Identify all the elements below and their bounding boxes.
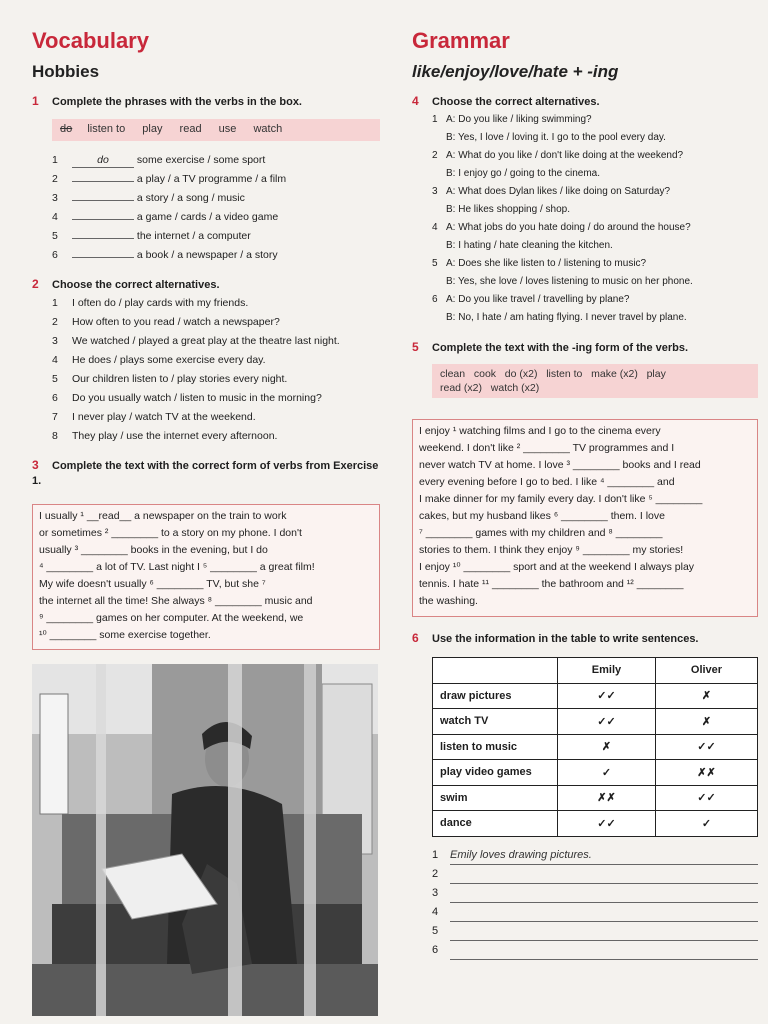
exercise-2-item: 6 Do you usually watch / listen to music in the morning? — [52, 392, 322, 404]
exercise-4-item: B: No, I hate / am hating flying. I never travel by plane. — [446, 312, 687, 323]
emily-mark: ✓✓ — [558, 683, 656, 709]
table-row — [433, 785, 758, 811]
text-line: ¹⁰ ________ some exercise together. — [39, 629, 211, 641]
activity-cell: play video games — [433, 760, 558, 786]
word-box-item: use — [218, 123, 237, 135]
word-box-item: listen to — [87, 123, 126, 135]
text-line: tennis. I hate ¹¹ ________ the bathroom and ¹² ________ — [419, 578, 684, 590]
answer-text: Emily loves drawing pictures. — [450, 849, 592, 861]
answer-number: 6 — [432, 944, 439, 956]
table-row — [433, 760, 758, 786]
activity-cell: swim — [433, 785, 558, 811]
table-header-cell — [433, 658, 558, 684]
exercise-2-instruction: 2 Choose the correct alternatives. — [32, 277, 220, 291]
answer-line[interactable] — [432, 906, 758, 924]
exercise-1-item: 5 the internet / a computer — [52, 230, 251, 242]
emily-mark: ✓ — [558, 760, 656, 786]
exercise-1-instruction: 1 Complete the phrases with the verbs in the box. — [32, 94, 302, 108]
exercise-4-item: B: Yes, I love / loving it. I go to the pool every day. — [446, 132, 666, 143]
exercise-4-item: 5 A: Does she like listen to / listening to music? — [432, 258, 647, 269]
word-box-item: play — [142, 123, 163, 135]
text-line: never watch TV at home. I love ³ ________ books and I read — [419, 459, 701, 471]
exercise-4-item: 2 A: What do you like / don't like doing at the weekend? — [432, 150, 684, 161]
exercise-2-item: 7 I never play / watch TV at the weekend. — [52, 411, 256, 423]
text-line: usually ³ ________ books in the evening, but I do — [39, 544, 268, 556]
emily-mark: ✓✓ — [558, 811, 656, 837]
exercise-2-item: 2 How often to you read / watch a newspaper? — [52, 316, 280, 328]
table-row — [433, 811, 758, 837]
text-line: ⁴ ________ a lot of TV. Last night I ⁵ ________ a great film! — [39, 561, 315, 573]
exercise-4-item: 4 A: What jobs do you hate doing / do around the house? — [432, 222, 691, 233]
answer-number: 5 — [432, 925, 439, 937]
table-header-cell: Oliver — [655, 658, 757, 684]
exercise-2-item: 8 They play / use the internet every afternoon. — [52, 430, 278, 442]
exercise-4-item: 6 A: Do you like travel / travelling by plane? — [432, 294, 630, 305]
exercise-6-instruction: 6 Use the information in the table to write sentences. — [412, 631, 699, 645]
exercise-3-instruction: 3 Complete the text with the correct form of verbs from Exercise 1. — [32, 458, 379, 487]
grammar-subtitle: like/enjoy/love/hate + -ing — [412, 62, 619, 81]
exercise-1-word-box — [52, 119, 380, 141]
answer-line[interactable] — [432, 944, 758, 962]
word-box-line: clean cook do (x2) listen to make (x2) play — [440, 368, 666, 380]
emily-mark: ✗✗ — [558, 785, 656, 811]
exercise-1-item: 1 do some exercise / some sport — [52, 154, 266, 166]
emily-mark: ✗ — [558, 734, 656, 760]
word-box-item: do — [60, 123, 73, 135]
text-line: I make dinner for my family every day. I don't like ⁵ ________ — [419, 493, 703, 505]
table-header-row — [433, 658, 758, 684]
oliver-mark: ✗ — [655, 683, 757, 709]
vocabulary-title: Vocabulary — [32, 28, 149, 53]
exercise-4-instruction: 4 Choose the correct alternatives. — [412, 94, 600, 108]
answer-line[interactable] — [432, 887, 758, 905]
exercise-2-item: 3 We watched / played a great play at the theatre last night. — [52, 335, 340, 347]
text-line: My wife doesn't usually ⁶ ________ TV, but she ⁷ — [39, 578, 266, 590]
activity-cell: dance — [433, 811, 558, 837]
exercise-4-item: B: He likes shopping / shop. — [446, 204, 570, 215]
exercise-2-item: 1 I often do / play cards with my friends. — [52, 297, 249, 309]
text-line: stories to them. I think they enjoy ⁹ ________ my stories! — [419, 544, 684, 556]
oliver-mark: ✓ — [655, 811, 757, 837]
exercise-3-text-box — [32, 504, 380, 650]
word-box-item: read — [179, 123, 202, 135]
text-line: I enjoy ¹ watching films and I go to the cinema every — [419, 425, 661, 437]
activity-cell: draw pictures — [433, 683, 558, 709]
exercise-5-text-box — [412, 419, 758, 617]
answer-number: 1 — [432, 849, 439, 861]
exercise-2-item: 4 He does / plays some exercise every day. — [52, 354, 266, 366]
exercise-1-item: 4 a game / cards / a video game — [52, 211, 279, 223]
answer-line[interactable] — [432, 849, 758, 867]
text-line: I enjoy ¹⁰ ________ sport and at the weekend I always play — [419, 561, 695, 573]
exercise-1-item: 6 a book / a newspaper / a story — [52, 249, 278, 261]
activity-cell: listen to music — [433, 734, 558, 760]
text-line: I usually ¹ __read__ a newspaper on the train to work — [39, 510, 287, 522]
answer-number: 2 — [432, 868, 439, 880]
text-line: or sometimes ² ________ to a story on my phone. I don't — [39, 527, 302, 539]
exercise-2-item: 5 Our children listen to / play stories every night. — [52, 373, 288, 385]
exercise-4-item: B: Yes, she love / loves listening to music on her phone. — [446, 276, 693, 287]
table-row — [433, 734, 758, 760]
text-line: the internet all the time! She always ⁸ ________ music and — [39, 595, 313, 607]
answer-line[interactable] — [432, 868, 758, 886]
word-box-line: read (x2) watch (x2) — [440, 382, 540, 394]
table-row — [433, 683, 758, 709]
table-row — [433, 709, 758, 735]
likes-table — [432, 657, 758, 837]
exercise-5-instruction: 5 Complete the text with the -ing form of the verbs. — [412, 340, 689, 354]
emily-mark: ✓✓ — [558, 709, 656, 735]
oliver-mark: ✓✓ — [655, 785, 757, 811]
oliver-mark: ✗✗ — [655, 760, 757, 786]
answer-number: 3 — [432, 887, 439, 899]
oliver-mark: ✓✓ — [655, 734, 757, 760]
exercise-4-item: B: I hating / hate cleaning the kitchen. — [446, 240, 613, 251]
text-line: weekend. I don't like ² ________ TV programmes and I — [419, 442, 675, 454]
oliver-mark: ✗ — [655, 709, 757, 735]
text-line: ⁹ ________ games on her computer. At the weekend, we — [39, 612, 304, 624]
exercise-1-item: 3 a story / a song / music — [52, 192, 245, 204]
text-line: the washing. — [419, 595, 478, 607]
activity-cell: watch TV — [433, 709, 558, 735]
man-reading-on-train-photo — [32, 664, 378, 1016]
grammar-title: Grammar — [412, 28, 510, 53]
exercise-4-item: B: I enjoy go / going to the cinema. — [446, 168, 600, 179]
answer-line[interactable] — [432, 925, 758, 943]
word-box-item: watch — [253, 123, 283, 135]
hobbies-subtitle: Hobbies — [32, 62, 100, 81]
text-line: every evening before I go to bed. I like ⁴ ________ and — [419, 476, 675, 488]
answer-number: 4 — [432, 906, 439, 918]
exercise-1-item: 2 a play / a TV programme / a film — [52, 173, 287, 185]
text-line: cakes, but my husband likes ⁶ ________ them. I love — [419, 510, 665, 522]
exercise-5-word-box — [432, 364, 758, 398]
table-header-cell: Emily — [558, 658, 656, 684]
text-line: ⁷ ________ games with my children and ⁸ ________ — [419, 527, 663, 539]
exercise-4-item: 1 A: Do you like / liking swimming? — [432, 114, 592, 125]
exercise-4-item: 3 A: What does Dylan likes / like doing on Saturday? — [432, 186, 671, 197]
